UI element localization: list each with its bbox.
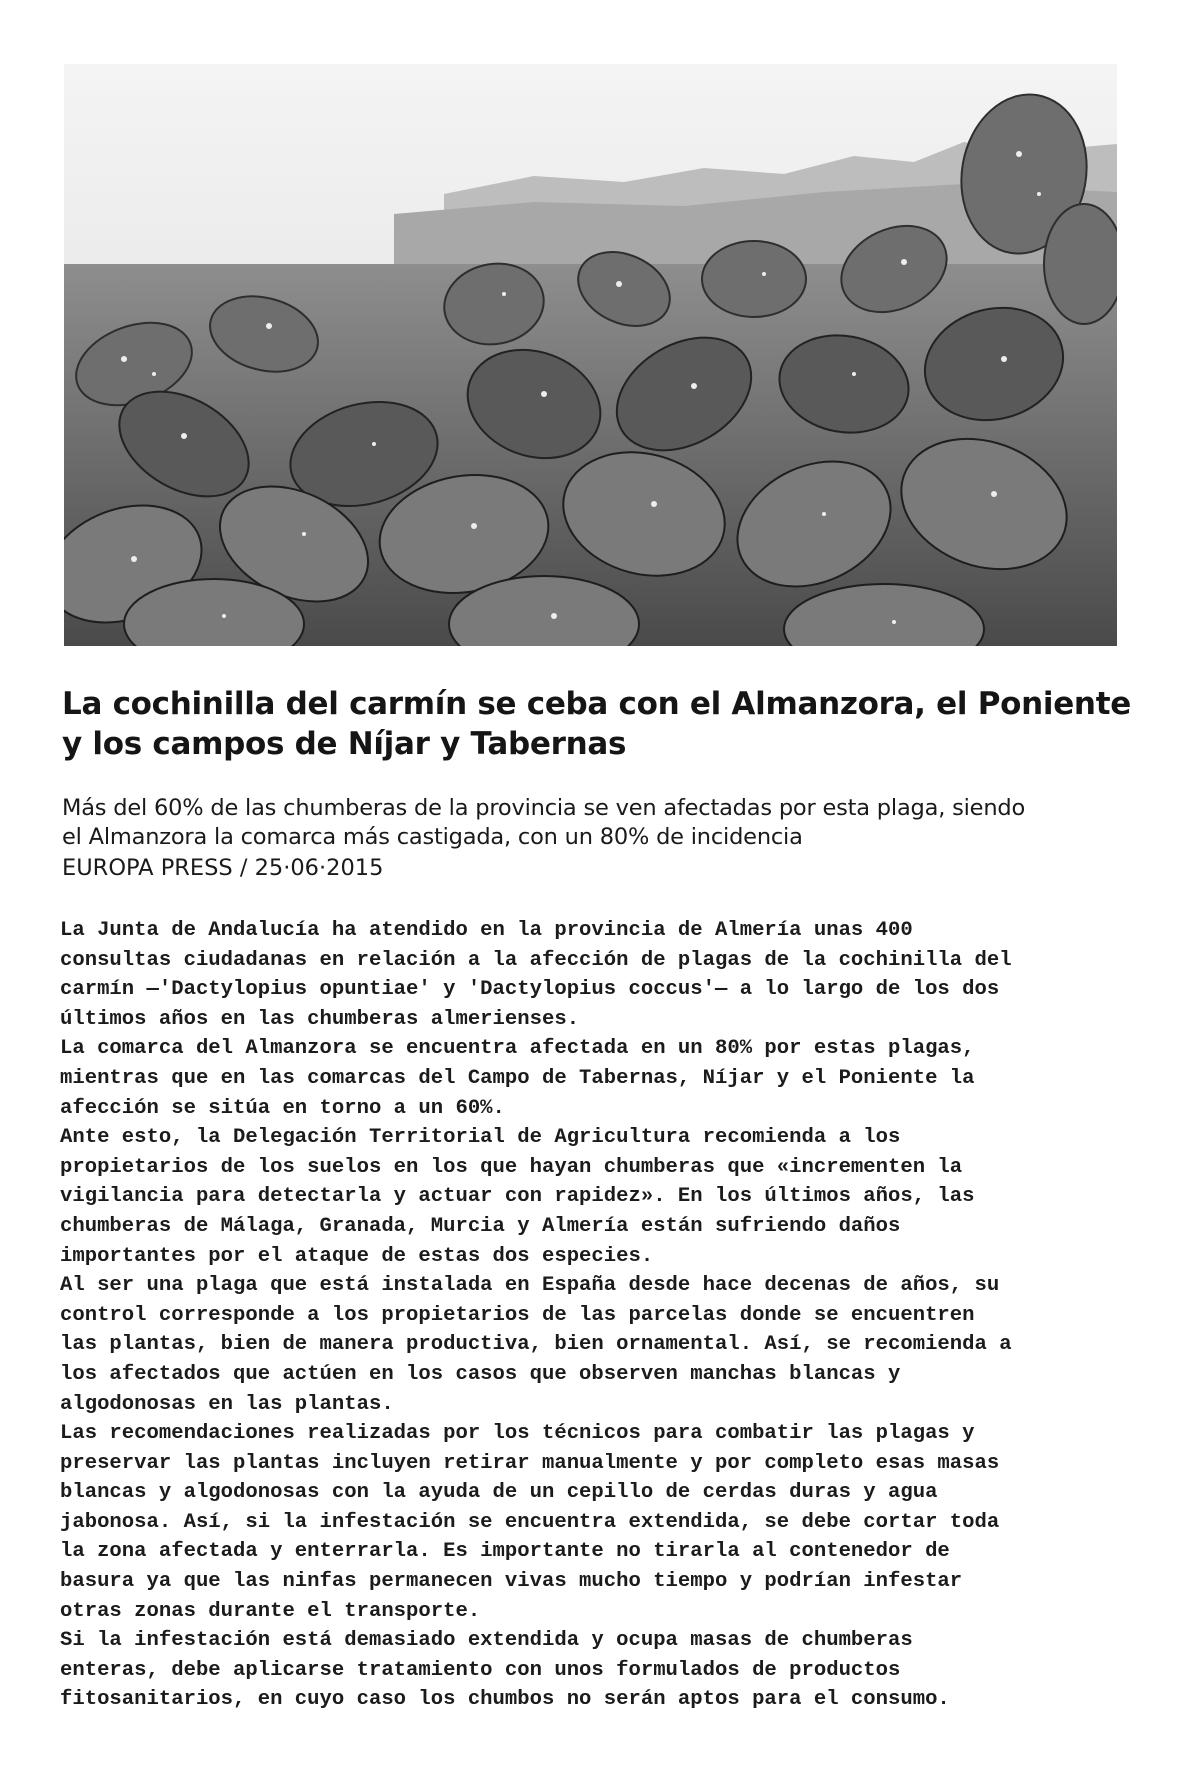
body-line: carmín —'Dactylopius opuntiae' y 'Dactylopius coccus'— a lo largo de los dos	[60, 978, 1000, 1002]
body-line: fitosanitarios, en cuyo caso los chumbos no serán aptos para el consumo.	[60, 1688, 950, 1712]
body-line: Al ser una plaga que está instalada en España desde hace decenas de años, su	[60, 1274, 1000, 1298]
headline-line-1: La cochinilla del carmín se ceba con el Almanzora, el Poniente	[62, 686, 1131, 722]
article-subtitle	[62, 794, 1152, 852]
body-line: preservar las plantas incluyen retirar manualmente y por completo esas masas	[60, 1451, 1000, 1475]
body-line: blancas y algodonosas con la ayuda de un cepillo de cerdas duras y agua	[60, 1481, 938, 1505]
body-line: propietarios de los suelos en los que hayan chumberas que «incrementen la	[60, 1155, 963, 1179]
article-headline	[62, 684, 1142, 764]
body-line: vigilancia para detectarla y actuar con rapidez». En los últimos años, las	[60, 1185, 975, 1209]
body-line: mientras que en las comarcas del Campo de Tabernas, Níjar y el Poniente la	[60, 1066, 975, 1090]
body-line: control corresponde a los propietarios de las parcelas donde se encuentren	[60, 1303, 975, 1327]
body-line: algodonosas en las plantas.	[60, 1392, 394, 1416]
headline-line-2: y los campos de Níjar y Tabernas	[62, 726, 627, 762]
body-line: Si la infestación está demasiado extendida y ocupa masas de chumberas	[60, 1629, 913, 1653]
body-line: los afectados que actúen en los casos que observen manchas blancas y	[60, 1362, 901, 1386]
cactus-photo	[64, 64, 1117, 646]
body-line: Ante esto, la Delegación Territorial de Agricultura recomienda a los	[60, 1126, 901, 1150]
body-line: basura ya que las ninfas permanecen vivas mucho tiempo y podrían infestar	[60, 1570, 963, 1594]
body-line: la zona afectada y enterrarla. Es importante no tirarla al contenedor de	[60, 1540, 950, 1564]
body-line: últimos años en las chumberas almerienses.	[60, 1007, 580, 1031]
article-body	[60, 916, 1150, 1715]
article-byline: EUROPA PRESS / 25·06·2015	[62, 855, 384, 881]
body-line: chumberas de Málaga, Granada, Murcia y Almería están sufriendo daños	[60, 1214, 901, 1238]
subtitle-line-1: Más del 60% de las chumberas de la provincia se ven afectadas por esta plaga, siendo	[62, 795, 1026, 821]
body-line: enteras, debe aplicarse tratamiento con unos formulados de productos	[60, 1658, 901, 1682]
body-line: jabonosa. Así, si la infestación se encuentra extendida, se debe cortar toda	[60, 1510, 1000, 1534]
subtitle-line-2: el Almanzora la comarca más castigada, con un 80% de incidencia	[62, 824, 803, 850]
body-line: importantes por el ataque de estas dos especies.	[60, 1244, 654, 1268]
body-line: consultas ciudadanas en relación a la afección de plagas de la cochinilla del	[60, 948, 1012, 972]
body-line: La Junta de Andalucía ha atendido en la provincia de Almería unas 400	[60, 919, 913, 942]
body-line: las plantas, bien de manera productiva, bien ornamental. Así, se recomienda a	[60, 1333, 1012, 1357]
body-line: afección se sitúa en torno a un 60%.	[60, 1096, 505, 1120]
body-line: La comarca del Almanzora se encuentra afectada en un 80% por estas plagas,	[60, 1037, 975, 1061]
body-line: otras zonas durante el transporte.	[60, 1599, 481, 1623]
body-line: Las recomendaciones realizadas por los técnicos para combatir las plagas y	[60, 1422, 975, 1446]
cactus-photo-illustration	[64, 64, 1117, 646]
